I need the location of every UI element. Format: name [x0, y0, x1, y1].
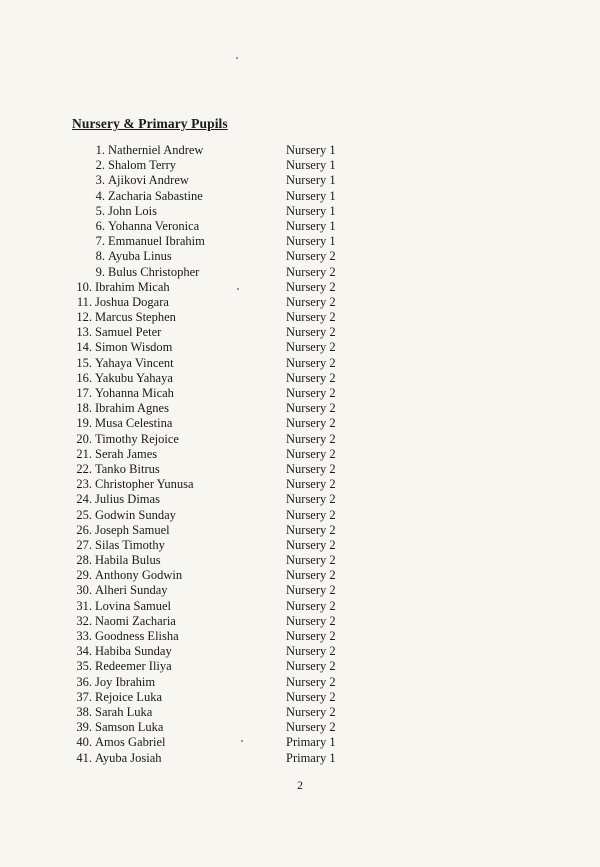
pupil-class: Nursery 2	[286, 720, 336, 735]
pupil-class: Nursery 1	[286, 218, 336, 233]
pupil-class: Nursery 2	[286, 431, 336, 446]
pupil-row	[0, 523, 600, 538]
pupil-class: Nursery 2	[286, 355, 336, 370]
pupil-name: Anthony Godwin	[95, 568, 183, 583]
pupil-row	[0, 173, 600, 188]
pupil-row	[0, 508, 600, 523]
pupil-number: 10.	[76, 279, 92, 294]
pupil-class: Nursery 2	[286, 477, 336, 492]
pupil-class: Nursery 2	[286, 492, 336, 507]
pupil-number: 6.	[95, 218, 105, 233]
pupil-class: Nursery 2	[286, 629, 336, 643]
pupil-row	[0, 462, 600, 477]
pupil-name: Samuel Peter	[95, 325, 162, 340]
pupil-class: Nursery 2	[286, 674, 336, 689]
pupil-class: Nursery 1	[286, 143, 336, 157]
pupil-name: Ibrahim Agnes	[95, 401, 169, 416]
pupil-number: 39.	[76, 720, 92, 735]
pupil-class: Nursery 1	[286, 158, 336, 173]
pupil-name: Tanko Bitrus	[95, 461, 160, 476]
pupil-name: Joy Ibrahim	[95, 674, 156, 689]
pupil-class: Nursery 2	[286, 583, 336, 598]
pupil-name: Bulus Christopher	[108, 264, 200, 279]
pupil-name: Habila Bulus	[95, 553, 161, 568]
pupil-number: 34.	[76, 644, 92, 659]
pupil-row	[0, 280, 600, 295]
pupil-name: Rejoice Luka	[95, 689, 162, 704]
pupil-row	[0, 553, 600, 568]
pupil-row	[0, 599, 600, 614]
pupil-class: Nursery 1	[286, 173, 336, 188]
pupil-name: Simon Wisdom	[95, 340, 173, 355]
pupil-number: 28.	[76, 553, 92, 568]
pupil-row	[0, 234, 600, 249]
pupil-class: Nursery 2	[286, 416, 336, 431]
pupil-number: 33.	[76, 629, 92, 643]
pupil-class: Nursery 2	[286, 537, 336, 552]
pupil-row	[0, 720, 600, 735]
pupil-number: 17.	[76, 386, 92, 400]
pupil-name: Natherniel Andrew	[108, 143, 204, 157]
pupil-class: Nursery 2	[286, 659, 336, 674]
pupil-name: Marcus Stephen	[95, 310, 176, 325]
pupil-class: Primary 1	[286, 750, 336, 765]
pupil-row	[0, 340, 600, 355]
pupil-row	[0, 492, 600, 507]
pupil-name: Samson Luka	[95, 720, 164, 735]
pupil-number: 2.	[95, 158, 105, 173]
pupil-class: Nursery 2	[286, 264, 336, 279]
pupil-number: 11.	[76, 294, 92, 309]
pupil-class: Nursery 2	[286, 598, 336, 613]
pupil-number: 24.	[76, 492, 92, 507]
pupil-class: Nursery 2	[286, 279, 336, 294]
pupil-number: 31.	[76, 598, 92, 613]
pupil-row	[0, 219, 600, 234]
pupil-class: Nursery 2	[286, 568, 336, 583]
pupil-number: 29.	[76, 568, 92, 583]
pupil-class: Nursery 2	[286, 704, 336, 719]
pupil-number: 21.	[76, 446, 92, 461]
pupil-number: 41.	[76, 750, 92, 765]
pupil-number: 3.	[95, 173, 105, 188]
pupil-row	[0, 386, 600, 401]
pupil-row	[0, 143, 600, 158]
pupil-class: Nursery 2	[286, 644, 336, 659]
pupil-name: Ibrahim Micah	[95, 279, 170, 294]
pupil-row	[0, 629, 600, 644]
pupil-row	[0, 204, 600, 219]
pupil-name: Godwin Sunday	[95, 507, 176, 522]
pupil-number: 9.	[95, 264, 105, 279]
pupil-number: 5.	[95, 203, 105, 218]
pupil-name: Silas Timothy	[95, 537, 165, 552]
pupil-number: 38.	[76, 704, 92, 719]
pupil-number: 23.	[76, 477, 92, 492]
pupil-name: Timothy Rejoice	[95, 431, 179, 446]
pupil-name: Lovina Samuel	[95, 598, 172, 613]
pupil-class: Nursery 2	[286, 613, 336, 628]
pupil-name: Yohanna Micah	[95, 386, 174, 400]
pupil-class: Nursery 2	[286, 689, 336, 704]
pupil-number: 20.	[76, 431, 92, 446]
pupil-number: 13.	[76, 325, 92, 340]
pupil-name: Yakubu Yahaya	[95, 370, 173, 385]
pupil-row	[0, 356, 600, 371]
pupil-number: 1.	[95, 143, 105, 157]
pupil-name: John Lois	[108, 203, 157, 218]
pupil-number: 36.	[76, 674, 92, 689]
pupil-number: 14.	[76, 340, 92, 355]
pupil-name: Goodness Elisha	[95, 629, 179, 643]
pupil-row	[0, 158, 600, 173]
pupil-name: Ayuba Josiah	[95, 750, 162, 765]
pupil-row	[0, 690, 600, 705]
pupil-name: Joseph Samuel	[95, 522, 170, 537]
pupil-name: Ajikovi Andrew	[108, 173, 189, 188]
pupil-row	[0, 583, 600, 598]
pupil-number: 26.	[76, 522, 92, 537]
pupil-list	[0, 143, 600, 766]
pupil-class: Nursery 2	[286, 461, 336, 476]
pupil-class: Nursery 2	[286, 553, 336, 568]
pupil-name: Zacharia Sabastine	[108, 188, 203, 203]
pupil-row	[0, 735, 600, 750]
pupil-class: Primary 1	[286, 735, 336, 750]
pupil-number: 35.	[76, 659, 92, 674]
pupil-number: 4.	[95, 188, 105, 203]
pupil-class: Nursery 2	[286, 507, 336, 522]
pupil-number: 15.	[76, 355, 92, 370]
pupil-name: Shalom Terry	[108, 158, 176, 173]
scan-speck	[241, 740, 243, 742]
pupil-number: 18.	[76, 401, 92, 416]
pupil-number: 12.	[76, 310, 92, 325]
pupil-class: Nursery 2	[286, 386, 336, 400]
pupil-number: 8.	[95, 249, 105, 264]
pupil-number: 19.	[76, 416, 92, 431]
pupil-row	[0, 751, 600, 766]
pupil-class: Nursery 2	[286, 249, 336, 264]
pupil-name: Yohanna Veronica	[108, 218, 200, 233]
pupil-row	[0, 447, 600, 462]
pupil-row	[0, 568, 600, 583]
pupil-name: Amos Gabriel	[95, 735, 166, 750]
pupil-name: Christopher Yunusa	[95, 477, 194, 492]
pupil-row	[0, 265, 600, 280]
pupil-name: Ayuba Linus	[108, 249, 172, 264]
pupil-class: Nursery 2	[286, 370, 336, 385]
pupil-class: Nursery 2	[286, 310, 336, 325]
pupil-class: Nursery 2	[286, 401, 336, 416]
pupil-class: Nursery 2	[286, 325, 336, 340]
pupil-number: 25.	[76, 507, 92, 522]
scan-speck	[236, 57, 238, 59]
pupil-row	[0, 477, 600, 492]
pupil-row	[0, 295, 600, 310]
pupil-number: 37.	[76, 689, 92, 704]
pupil-name: Redeemer Iliya	[95, 659, 172, 674]
pupil-number: 22.	[76, 461, 92, 476]
pupil-number: 30.	[76, 583, 92, 598]
pupil-class: Nursery 1	[286, 203, 336, 218]
scan-speck	[237, 288, 239, 290]
pupil-row	[0, 325, 600, 340]
pupil-row	[0, 310, 600, 325]
pupil-row	[0, 189, 600, 204]
pupil-number: 7.	[95, 234, 105, 249]
pupil-row	[0, 705, 600, 720]
pupil-name: Sarah Luka	[95, 704, 153, 719]
pupil-name: Alheri Sunday	[95, 583, 168, 598]
pupil-name: Naomi Zacharia	[95, 613, 176, 628]
pupil-class: Nursery 1	[286, 188, 336, 203]
pupil-row	[0, 432, 600, 447]
pupil-row	[0, 644, 600, 659]
pupil-name: Julius Dimas	[95, 492, 160, 507]
pupil-row	[0, 249, 600, 264]
pupil-class: Nursery 2	[286, 340, 336, 355]
pupil-name: Musa Celestina	[95, 416, 173, 431]
pupil-number: 40.	[76, 735, 92, 750]
pupil-row	[0, 401, 600, 416]
pupil-row	[0, 675, 600, 690]
pupil-number: 32.	[76, 613, 92, 628]
pupil-number: 16.	[76, 370, 92, 385]
pupil-row	[0, 614, 600, 629]
pupil-name: Serah James	[95, 446, 158, 461]
pupil-name: Yahaya Vincent	[95, 355, 174, 370]
pupil-row	[0, 416, 600, 431]
pupil-class: Nursery 2	[286, 522, 336, 537]
pupil-class: Nursery 2	[286, 294, 336, 309]
pupil-name: Emmanuel Ibrahim	[108, 234, 205, 249]
pupil-number: 27.	[76, 537, 92, 552]
pupil-row	[0, 659, 600, 674]
pupil-name: Habiba Sunday	[95, 644, 172, 659]
pupil-row	[0, 538, 600, 553]
section-heading: Nursery & Primary Pupils	[72, 116, 228, 131]
pupil-name: Joshua Dogara	[95, 294, 169, 309]
pupil-row	[0, 371, 600, 386]
page-number: 2	[297, 778, 303, 792]
pupil-class: Nursery 1	[286, 234, 336, 249]
pupil-class: Nursery 2	[286, 446, 336, 461]
